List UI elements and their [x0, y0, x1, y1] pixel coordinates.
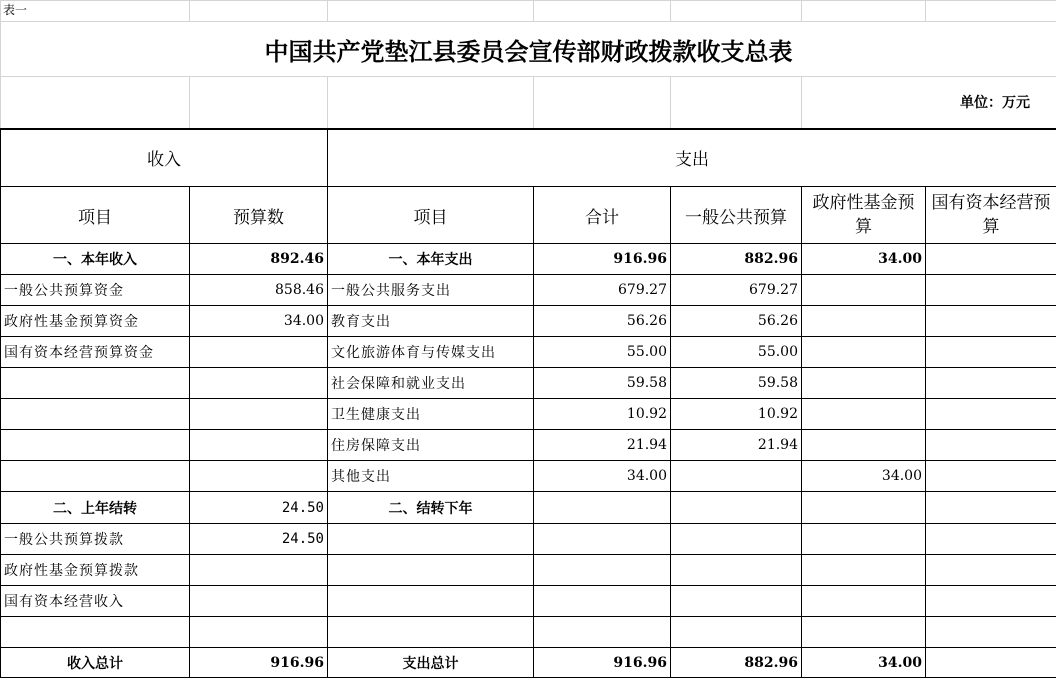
- expense-general: [671, 524, 802, 555]
- table-row: [1, 492, 1056, 524]
- table-row: [1, 555, 1056, 586]
- expense-item: [328, 524, 534, 555]
- expense-state-capital: [926, 617, 1056, 648]
- expense-item: [328, 555, 534, 586]
- expense-item: 卫生健康支出: [328, 399, 534, 430]
- expense-total: [534, 617, 671, 648]
- expense-state-capital: [926, 430, 1056, 461]
- expense-general: [671, 492, 802, 524]
- income-value: 24.50: [190, 524, 328, 555]
- income-item: 政府性基金预算资金: [1, 306, 190, 337]
- income-value: [190, 430, 328, 461]
- income-item: 二、上年结转: [1, 492, 190, 524]
- expense-state-capital: [926, 399, 1056, 430]
- expense-general: 882.96: [671, 244, 802, 275]
- expense-total: [534, 492, 671, 524]
- expense-gov-fund: [802, 524, 926, 555]
- expense-item: 社会保障和就业支出: [328, 368, 534, 399]
- expense-state-capital: [926, 461, 1056, 492]
- totals-row: [1, 648, 1056, 678]
- col-gov-fund: 政府性基金预算: [802, 187, 926, 244]
- expense-gov-fund: 34.00: [802, 244, 926, 275]
- expense-total: 916.96: [534, 244, 671, 275]
- income-item: 一般公共预算拨款: [1, 524, 190, 555]
- income-value: 24.50: [190, 492, 328, 524]
- income-item: [1, 399, 190, 430]
- income-item: 国有资本经营收入: [1, 586, 190, 617]
- unit-label: 单位：万元: [802, 77, 1056, 129]
- expense-gov-fund: [802, 306, 926, 337]
- expense-total: 56.26: [534, 306, 671, 337]
- table-row: [1, 430, 1056, 461]
- table-row: [1, 586, 1056, 617]
- expense-general: 679.27: [671, 275, 802, 306]
- expense-total: 55.00: [534, 337, 671, 368]
- expense-total: 10.92: [534, 399, 671, 430]
- expense-general: 56.26: [671, 306, 802, 337]
- sheet-tag: 表一: [1, 1, 190, 22]
- expense-gov-fund: [802, 399, 926, 430]
- col-budget: 预算数: [190, 187, 328, 244]
- col-general-budget: 一般公共预算: [671, 187, 802, 244]
- expense-total: [534, 586, 671, 617]
- income-item: [1, 617, 190, 648]
- income-value: 34.00: [190, 306, 328, 337]
- col-total: 合计: [534, 187, 671, 244]
- income-total-label: 收入总计: [1, 648, 190, 678]
- expense-general: 10.92: [671, 399, 802, 430]
- table-row: [1, 524, 1056, 555]
- page-title: 中国共产党垫江县委员会宣传部财政拨款收支总表: [1, 22, 1056, 77]
- expense-general: 59.58: [671, 368, 802, 399]
- expense-item: 其他支出: [328, 461, 534, 492]
- table-row: [1, 399, 1056, 430]
- income-item: 一般公共预算资金: [1, 275, 190, 306]
- table-row: [1, 617, 1056, 648]
- expense-general: [671, 586, 802, 617]
- col-expense-item: 项目: [328, 187, 534, 244]
- income-item: [1, 368, 190, 399]
- expense-item: 一般公共服务支出: [328, 275, 534, 306]
- expense-state-capital-sum: [926, 648, 1056, 678]
- expense-state-capital: [926, 368, 1056, 399]
- expense-total: 34.00: [534, 461, 671, 492]
- expense-gov-fund: [802, 337, 926, 368]
- table-row: [1, 306, 1056, 337]
- expense-gov-fund: [802, 430, 926, 461]
- income-item: 一、本年收入: [1, 244, 190, 275]
- income-value: [190, 617, 328, 648]
- expense-item: 教育支出: [328, 306, 534, 337]
- expense-state-capital: [926, 586, 1056, 617]
- expense-gov-fund: [802, 586, 926, 617]
- table-row: [1, 337, 1056, 368]
- expense-state-capital: [926, 555, 1056, 586]
- expense-total-sum: 916.96: [534, 648, 671, 678]
- income-value: [190, 461, 328, 492]
- expense-item: 文化旅游体育与传媒支出: [328, 337, 534, 368]
- expense-state-capital: [926, 244, 1056, 275]
- expense-total: [534, 555, 671, 586]
- expense-gov-fund: [802, 492, 926, 524]
- table-row: [1, 275, 1056, 306]
- income-value: [190, 368, 328, 399]
- expense-header: 支出: [328, 129, 1056, 187]
- expense-general-sum: 882.96: [671, 648, 802, 678]
- income-item: 政府性基金预算拨款: [1, 555, 190, 586]
- income-header: 收入: [1, 129, 328, 187]
- table-row: [1, 368, 1056, 399]
- expense-gov-fund: 34.00: [802, 461, 926, 492]
- income-value: [190, 337, 328, 368]
- expense-total: [534, 524, 671, 555]
- expense-state-capital: [926, 275, 1056, 306]
- expense-item: 住房保障支出: [328, 430, 534, 461]
- expense-general: 21.94: [671, 430, 802, 461]
- income-value: [190, 586, 328, 617]
- expense-item: [328, 586, 534, 617]
- expense-general: [671, 555, 802, 586]
- expense-state-capital: [926, 306, 1056, 337]
- income-value: 892.46: [190, 244, 328, 275]
- col-income-item: 项目: [1, 187, 190, 244]
- income-total-value: 916.96: [190, 648, 328, 678]
- income-item: 国有资本经营预算资金: [1, 337, 190, 368]
- expense-item: 一、本年支出: [328, 244, 534, 275]
- expense-gov-fund: [802, 617, 926, 648]
- expense-gov-fund: [802, 368, 926, 399]
- income-item: [1, 461, 190, 492]
- col-state-capital: 国有资本经营预算: [926, 187, 1056, 244]
- expense-total: 679.27: [534, 275, 671, 306]
- income-value: [190, 399, 328, 430]
- income-item: [1, 430, 190, 461]
- expense-state-capital: [926, 492, 1056, 524]
- expense-item: [328, 617, 534, 648]
- expense-gov-fund-sum: 34.00: [802, 648, 926, 678]
- expense-gov-fund: [802, 275, 926, 306]
- expense-general: [671, 617, 802, 648]
- expense-total: 59.58: [534, 368, 671, 399]
- expense-state-capital: [926, 337, 1056, 368]
- expense-total: 21.94: [534, 430, 671, 461]
- expense-gov-fund: [802, 555, 926, 586]
- income-value: [190, 555, 328, 586]
- expense-state-capital: [926, 524, 1056, 555]
- expense-general: 55.00: [671, 337, 802, 368]
- expense-total-label: 支出总计: [328, 648, 534, 678]
- table-row: [1, 461, 1056, 492]
- expense-item: 二、结转下年: [328, 492, 534, 524]
- income-value: 858.46: [190, 275, 328, 306]
- table-row: [1, 244, 1056, 275]
- expense-general: [671, 461, 802, 492]
